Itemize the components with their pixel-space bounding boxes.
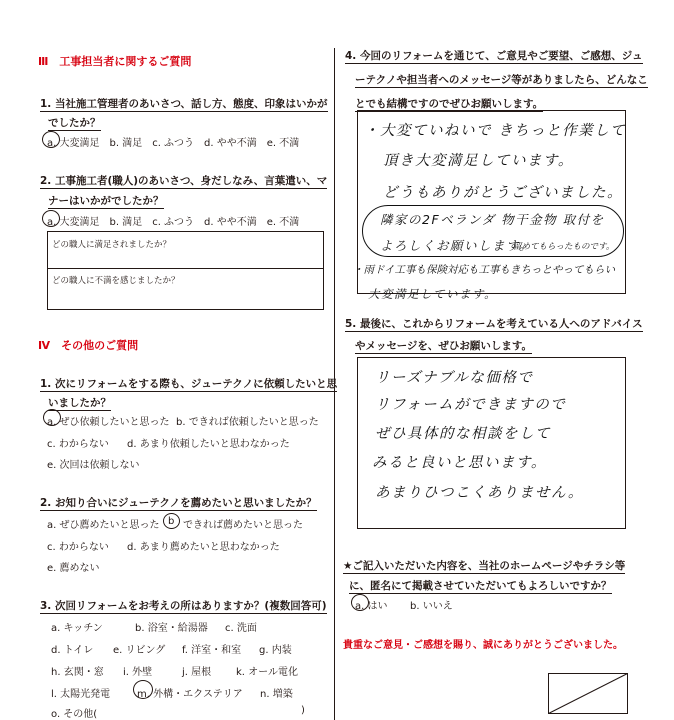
s3-q1-text-2: でしたか？ [48,117,101,129]
q4-hand-5: よろしくお願いします。 [380,238,534,253]
s3-q2-text: 2. 工事施工者(職人)のあいさつ、身だしなみ、言葉遣い、マ [40,175,328,187]
q5-hand-1: リーズナブルな価格で [375,370,534,386]
s4-q1-opt-c: c. わからない [47,439,109,450]
q3-opt-l: l. 太陽光発電 [51,689,111,700]
q5-hand-2: リフォームができますので [375,397,567,413]
q4-hand-7: ・雨ドイ工事も保険対応も工事もきちっとやってもらい [353,264,615,276]
stamp-box [548,673,628,714]
s4-q1-opt-a: a. ぜひ依頼したいと思った [47,417,170,428]
q3-opt-o: o. その他( [51,709,98,720]
s4-q1-text: 1. 次にリフォームをする際も、ジューテクノに依頼したいと思 [40,378,338,390]
publish-yes: a. はい [355,601,388,612]
publish-text-2: に、匿名にて掲載させていただいてもよろしいですか？ [349,580,612,592]
q3-opt-n: n. 増築 [260,689,293,700]
q4-hand-4: 隣家の2Fベランダ 物干金物 取付を [380,212,605,227]
s4-q2-opt-b: できれば薦めたいと思った [183,520,303,531]
s4-q2-opt-b-letter: b [168,516,175,527]
q3-opt-e: e. リビング [113,645,166,656]
q4-hand-1: ・大変ていねいで きちっと作業して [364,123,627,139]
s4-q1-opt-d: d. あまり依頼したいと思わなかった [127,439,290,450]
q5-hand-3: ぜひ具体的な相談をして [375,426,551,442]
q4-hand-3: どうもありがとうございました。 [383,185,623,201]
s3-q2-options: a. 大変満足 b. 満足 c. ふつう d. やや不満 e. 不満 [47,217,300,228]
publish-no: b. いいえ [410,601,453,612]
q3-opt-g: g. 内装 [259,645,292,656]
stamp-box-graphic [548,673,628,714]
q3-opt-a: a. キッチン [51,623,103,634]
q3-opt-i: i. 外壁 [123,667,153,678]
q3-opt-d: d. トイレ [51,645,94,656]
s4-q2-opt-c: c. わからない [47,542,109,553]
box-divider [47,268,324,269]
q5-hand-4: みると良いと思います。 [372,455,547,471]
q4-text-2: ーテクノや担当者へのメッセージ等がありましたら、どんなこ [355,74,648,86]
section4-title: Ⅳ その他のご質問 [38,339,139,352]
q4-hand-8: 大変満足しています。 [368,287,498,301]
publish-text-1: ★ご記入いただいた内容を、当社のホームページやチラシ等 [343,560,626,572]
q3-opt-b: b. 浴室・給湯器 [135,623,208,634]
q5-text-2: やメッセージを、ぜひお願いします。 [355,340,533,352]
s4-q2-opt-d: d. あまり薦めたいと思わなかった [127,542,280,553]
s4-q2-text: 2. お知り合いにジューテクノを薦めたいと思いましたか？ [40,497,317,509]
q3-opt-m: m. 外構・エクステリア [137,689,243,700]
q3-opt-k: k. オール電化 [236,667,298,678]
q3-opt-o-close: ) [301,705,305,716]
s4-q1-opt-b: b. できれば依頼したいと思った [176,417,319,428]
dissatisfied-prompt: どの職人に不満を感じましたか？ [52,276,180,286]
satisfied-prompt: どの職人に満足されましたか？ [52,240,172,250]
q4-text-3: とでも結構ですのでぜひお願いします。 [355,98,544,110]
q3-opt-j: j. 屋根 [182,667,212,678]
s3-q2-text-2: ナーはいかがでしたか？ [48,195,164,207]
section3-title: Ⅲ 工事担当者に関するご質問 [38,55,192,68]
s4-q2-opt-e: e. 薦めない [47,563,100,574]
s4-q1-opt-e: e. 次回は依頼しない [47,460,140,471]
q4-text-1: 4. 今回のリフォームを通じて、ご意見やご要望、ご感想、ジュ [345,50,643,62]
s4-q2-opt-a: a. ぜひ薦めたいと思った [47,520,160,531]
q3-opt-f: f. 洋室・和室 [182,645,242,656]
s3-q1-options: a. 大変満足 b. 満足 c. ふつう d. やや不満 e. 不満 [47,138,300,149]
thanks-message: 貴重なご意見・ご感想を賜り、誠にありがとうございました。 [343,640,623,651]
q5-hand-5: あまりひつこくありません。 [375,485,584,501]
q5-text-1: 5. 最後に、これからリフォームを考えている人へのアドバイス [345,318,643,330]
s3-q1-text: 1. 当社施工管理者のあいさつ、話し方、態度、印象はいかが [40,98,328,110]
q4-hand-2: 頂き大変満足しています。 [383,153,574,169]
q3-opt-h: h. 玄関・窓 [51,667,104,678]
s4-q3-text: 3. 次回リフォームをお考えの所はありますか？(複数回答可) [40,600,327,612]
q4-hand-6: 留めてもらったものです。 [513,242,615,252]
q3-opt-c: c. 洗面 [225,623,257,634]
s4-q1-text-2: いましたか？ [48,397,111,409]
